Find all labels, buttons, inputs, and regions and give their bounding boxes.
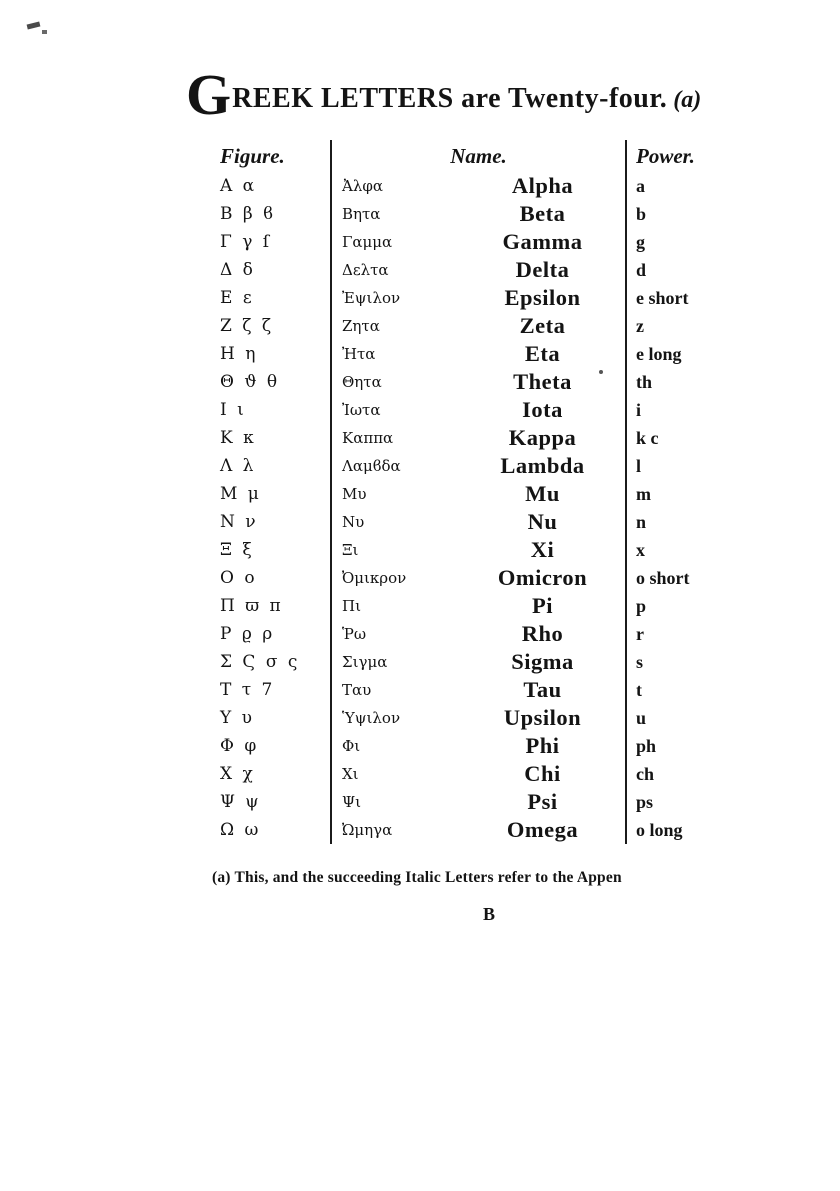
table-row <box>218 732 760 760</box>
figure-cell: Δ δ <box>220 260 256 280</box>
power-cell: n <box>625 508 760 536</box>
greek-name-cell: Λαμϐδα <box>330 452 460 480</box>
name-cell: Beta <box>519 201 566 226</box>
figure-cell: Π ϖ π <box>220 596 284 616</box>
table-row <box>218 284 760 312</box>
power-cell: r <box>625 620 760 648</box>
name-cell: Omega <box>506 817 579 842</box>
power-cell: o short <box>625 564 760 592</box>
table-row <box>218 564 760 592</box>
power-cell: i <box>625 396 760 424</box>
name-cell: Xi <box>530 537 555 562</box>
name-cell: Phi <box>525 733 560 758</box>
power-cell: ps <box>625 788 760 816</box>
figure-cell: O o <box>220 568 258 588</box>
greek-name-cell: Νυ <box>330 508 460 536</box>
figure-cell: Φ φ <box>220 736 259 756</box>
title-text: REEK LETTERS are Twenty-four. <box>232 83 668 114</box>
greek-name-cell: Θητα <box>330 368 460 396</box>
power-cell: z <box>625 312 760 340</box>
name-cell: Theta <box>513 369 572 394</box>
table-row <box>218 760 760 788</box>
greek-name-cell: Σιγμα <box>330 648 460 676</box>
figure-cell: Σ Ϛ σ ς <box>220 652 300 672</box>
page-title <box>186 62 702 127</box>
power-cell: s <box>625 648 760 676</box>
power-cell: g <box>625 228 760 256</box>
power-cell: p <box>625 592 760 620</box>
power-cell: e long <box>625 340 760 368</box>
greek-name-cell: Ἐψιλον <box>330 284 460 312</box>
table-row <box>218 788 760 816</box>
name-column-header: Name. <box>330 140 625 172</box>
greek-name-cell: Χι <box>330 760 460 788</box>
figure-cell: B β ϐ <box>220 204 276 224</box>
figure-cell: Ξ ξ <box>220 540 255 560</box>
figure-cell: Λ λ <box>220 456 256 476</box>
scan-artifact <box>27 22 41 30</box>
figure-cell: T τ 7 <box>220 680 275 700</box>
name-cell: Zeta <box>519 313 566 338</box>
greek-name-cell: Ἀλφα <box>330 172 460 200</box>
name-cell: Omicron <box>497 565 588 590</box>
greek-name-cell: Ἰωτα <box>330 396 460 424</box>
greek-name-cell: Ῥω <box>330 620 460 648</box>
greek-name-cell: Δελτα <box>330 256 460 284</box>
figure-cell: K κ <box>220 428 257 448</box>
footnote: (a) This, and the succeeding Italic Letters refer to the Appen <box>212 869 622 886</box>
power-cell: d <box>625 256 760 284</box>
name-cell: Upsilon <box>503 705 582 730</box>
name-cell: Tau <box>523 677 562 702</box>
figure-cell: Γ γ ſ <box>220 232 272 252</box>
table-row <box>218 508 760 536</box>
figure-cell: M μ <box>220 484 262 504</box>
name-cell: Epsilon <box>504 285 581 310</box>
power-cell: ch <box>625 760 760 788</box>
figure-cell: H η <box>220 344 258 364</box>
power-column-header: Power. <box>625 140 760 172</box>
power-cell: l <box>625 452 760 480</box>
figure-cell: E ε <box>220 288 255 308</box>
table-row <box>218 620 760 648</box>
table-row <box>218 200 760 228</box>
table-row <box>218 648 760 676</box>
name-cell: Sigma <box>511 649 574 674</box>
title-drop-cap: G <box>186 62 233 127</box>
name-cell: Iota <box>522 397 563 422</box>
power-cell: m <box>625 480 760 508</box>
figure-cell: Θ ϑ θ <box>220 372 280 392</box>
scan-artifact <box>42 30 47 34</box>
table-row <box>218 704 760 732</box>
power-cell: th <box>625 368 760 396</box>
name-cell: Eta <box>524 341 561 366</box>
table-row <box>218 172 760 200</box>
figure-cell: Ω ω <box>220 820 261 840</box>
table-row <box>218 424 760 452</box>
figure-cell: A α <box>220 176 257 196</box>
table-row <box>218 368 760 396</box>
table-row <box>218 592 760 620</box>
table-row <box>218 396 760 424</box>
greek-name-cell: Ξι <box>330 536 460 564</box>
table-row <box>218 676 760 704</box>
name-cell: Nu <box>527 509 558 534</box>
name-cell: Rho <box>521 621 564 646</box>
power-cell: x <box>625 536 760 564</box>
name-cell: Pi <box>532 593 553 618</box>
power-cell: a <box>625 172 760 200</box>
figure-cell: N ν <box>220 512 259 532</box>
greek-name-cell: Γαμμα <box>330 228 460 256</box>
power-cell: ph <box>625 732 760 760</box>
greek-name-cell: Ἠτα <box>330 340 460 368</box>
greek-name-cell: Ταυ <box>330 676 460 704</box>
name-cell: Delta <box>515 257 570 282</box>
figure-cell: I ι <box>220 400 247 420</box>
power-cell: e short <box>625 284 760 312</box>
page-signature: B <box>482 904 495 924</box>
name-cell: Chi <box>524 761 561 786</box>
greek-name-cell: Ὠμηγα <box>330 816 460 844</box>
power-cell: o long <box>625 816 760 844</box>
greek-name-cell: Ὀμικρον <box>330 564 460 592</box>
table-body <box>218 172 760 844</box>
greek-alphabet-table <box>218 140 760 844</box>
name-cell: Gamma <box>502 229 583 254</box>
table-row <box>218 228 760 256</box>
greek-name-cell: Πι <box>330 592 460 620</box>
figure-cell: P ϱ ρ <box>220 624 275 644</box>
greek-name-cell: Μυ <box>330 480 460 508</box>
table-row <box>218 816 760 844</box>
greek-name-cell: Ψι <box>330 788 460 816</box>
name-cell: Alpha <box>511 173 574 198</box>
power-cell: b <box>625 200 760 228</box>
name-cell: Psi <box>527 789 558 814</box>
greek-name-cell: Ὑψιλον <box>330 704 460 732</box>
table-row <box>218 536 760 564</box>
table-row <box>218 452 760 480</box>
table-row <box>218 312 760 340</box>
figure-cell: Z ζ ζ <box>220 316 274 336</box>
greek-name-cell: Βητα <box>330 200 460 228</box>
power-cell: t <box>625 676 760 704</box>
figure-cell: X χ <box>220 764 256 784</box>
title-footnote-ref: (a) <box>673 87 702 113</box>
figure-column-header: Figure. <box>220 143 285 168</box>
table-row <box>218 340 760 368</box>
greek-name-cell: Ζητα <box>330 312 460 340</box>
table-row <box>218 256 760 284</box>
power-cell: u <box>625 704 760 732</box>
name-cell: Kappa <box>508 425 577 450</box>
greek-name-cell: Φι <box>330 732 460 760</box>
table-header-row <box>218 140 760 172</box>
greek-name-cell: Καππα <box>330 424 460 452</box>
name-cell: Mu <box>525 481 560 506</box>
figure-cell: Ψ ψ <box>220 792 262 812</box>
figure-cell: Υ υ <box>220 708 255 728</box>
name-cell: Lambda <box>500 453 585 478</box>
table-row <box>218 480 760 508</box>
power-cell: k c <box>625 424 760 452</box>
